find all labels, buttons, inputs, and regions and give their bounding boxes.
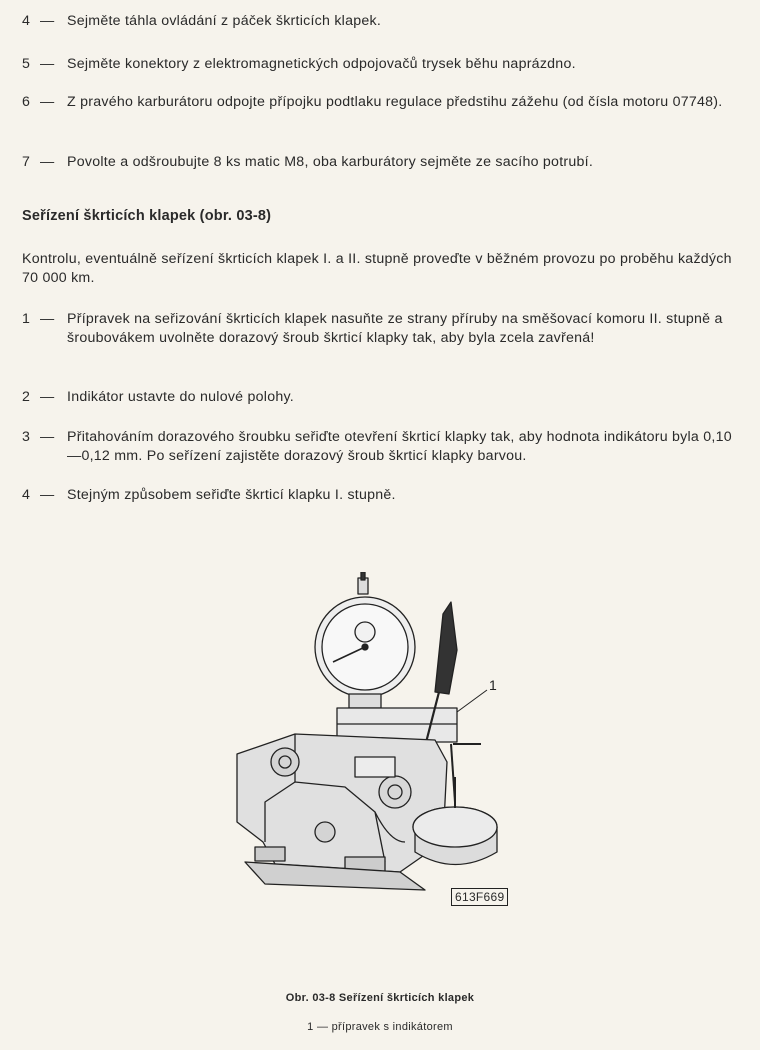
step-dash: — xyxy=(40,311,55,327)
figure-code: 613F669 xyxy=(451,888,508,906)
step-number: 5 xyxy=(22,56,31,72)
step-number: 4 xyxy=(22,487,31,503)
step-text: Stejným způsobem seřiďte škrticí klapku I. stupně. xyxy=(67,487,396,503)
figure-legend: 1 — přípravek s indikátorem xyxy=(307,1021,453,1033)
step-2 xyxy=(22,388,744,407)
step-number: 7 xyxy=(22,154,31,170)
step-1 xyxy=(22,310,744,348)
step-dash: — xyxy=(40,389,55,405)
step-dash: — xyxy=(40,56,55,72)
step-dash: — xyxy=(40,487,55,503)
figure-callout: 1 xyxy=(489,677,497,693)
step-4 xyxy=(22,486,744,505)
step-7-top xyxy=(22,153,744,172)
section-intro: Kontrolu, eventuálně seřízení škrticích klapek I. a II. stupně proveďte v běžném provozu po proběhu každých 70 000 km. xyxy=(22,251,732,286)
step-4-top xyxy=(22,12,744,31)
carburetor-illustration xyxy=(225,572,525,907)
step-text: Indikátor ustavte do nulové polohy. xyxy=(67,389,294,405)
figure-caption: Obr. 03-8 Seřízení škrticích klapek xyxy=(285,992,475,1004)
step-3 xyxy=(22,428,744,466)
section-heading: Seřízení škrticích klapek (obr. 03-8) xyxy=(22,208,272,224)
step-5-top xyxy=(22,55,744,74)
step-number: 1 xyxy=(22,311,31,327)
step-text: Přípravek na seřizování škrticích klapek nasuňte ze strany příruby na směšovací komoru II. stupně a šroubovákem uvolněte dorazový šroub škrticí klapky tak, aby byla zcela zavřená! xyxy=(67,311,723,346)
step-text: Povolte a odšroubujte 8 ks matic M8, oba karburátory sejměte ze sacího potrubí. xyxy=(67,154,594,170)
step-number: 2 xyxy=(22,389,31,405)
step-dash: — xyxy=(40,429,55,445)
step-text: Sejměte konektory z elektromagnetických odpojovačů trysek běhu naprázdno. xyxy=(67,56,576,72)
step-text: Z pravého karburátoru odpojte přípojku podtlaku regulace předstihu zážehu (od čísla motoru 07748). xyxy=(67,94,723,110)
step-dash: — xyxy=(40,13,55,29)
step-dash: — xyxy=(40,94,55,110)
step-number: 4 xyxy=(22,13,31,29)
step-number: 3 xyxy=(22,429,31,445)
step-number: 6 xyxy=(22,94,31,110)
step-text: Přitahováním dorazového šroubku seřiďte otevření škrticí klapky tak, aby hodnota indikátoru byla 0,10—0,12 mm. Po seřízení zajistěte dorazový šroub škrticí klapky barvou. xyxy=(67,429,732,464)
step-6-top xyxy=(22,93,744,112)
step-text: Sejměte táhla ovládání z páček škrticích klapek. xyxy=(67,13,382,29)
step-dash: — xyxy=(40,154,55,170)
